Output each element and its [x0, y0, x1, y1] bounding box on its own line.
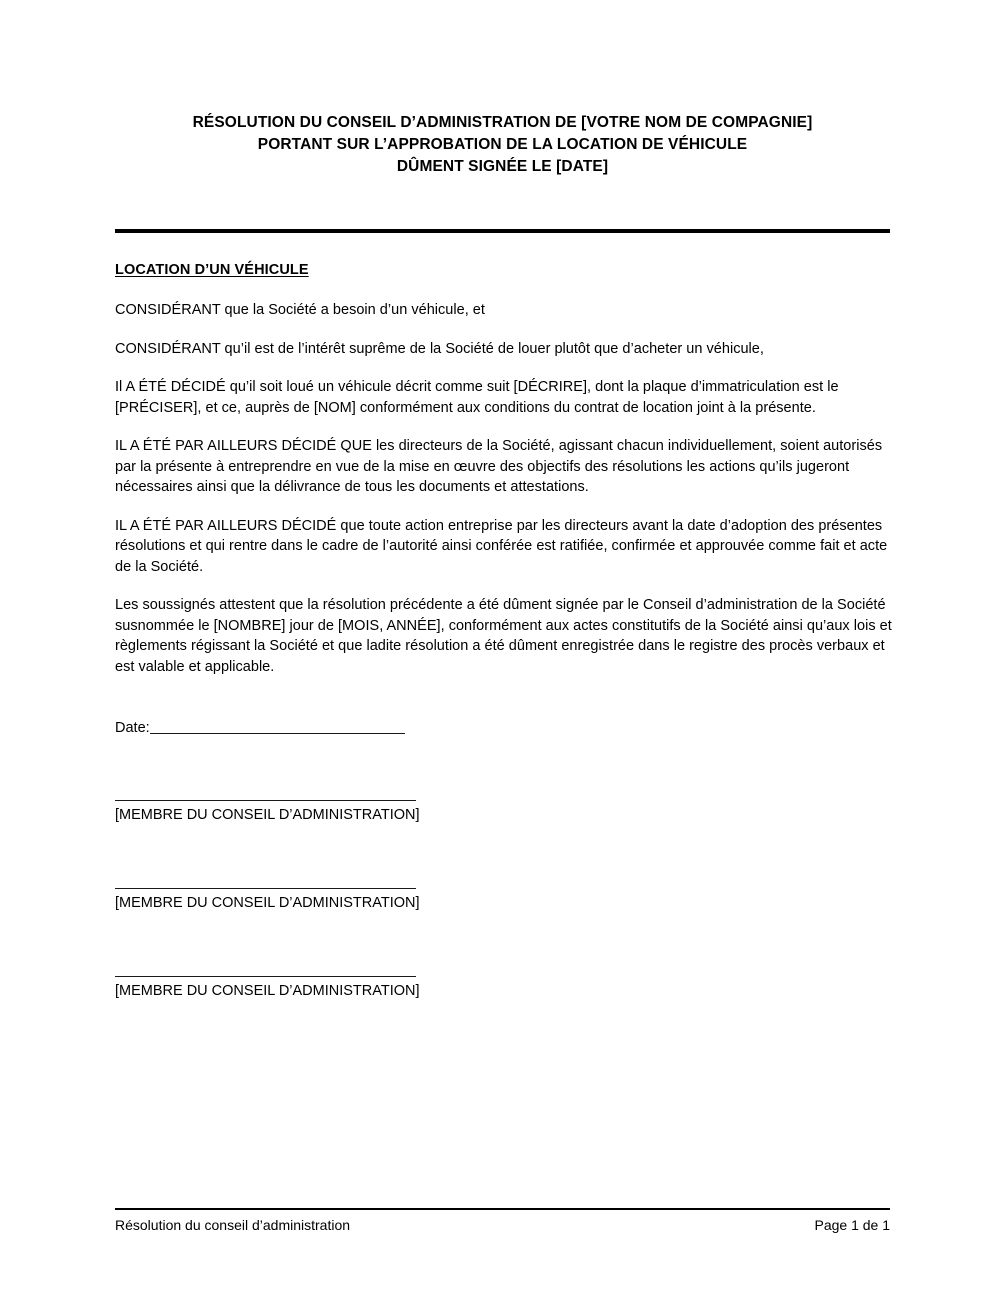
- title-line-1: RÉSOLUTION DU CONSEIL D’ADMINISTRATION DE [VOTRE NOM DE COMPAGNIE]: [192, 114, 813, 131]
- signature-line[interactable]: [115, 888, 416, 889]
- footer-divider: [115, 1208, 890, 1210]
- signature-line[interactable]: [115, 976, 416, 977]
- signature-line[interactable]: [115, 800, 416, 801]
- signature-block-2: [115, 888, 535, 913]
- section-heading: LOCATION D’UN VÉHICULE: [115, 262, 309, 278]
- date-field-row: [115, 718, 405, 738]
- paragraph-considerant-2: CONSIDÉRANT qu’il est de l’intérêt suprême de la Société de louer plutôt que d’acheter un véhicule,: [115, 340, 764, 357]
- paragraph-attestation: Les soussignés attestent que la résolution précédente a été dûment signée par le Conseil d’administration de la Société susnommée le [NOMBRE] jour de [MOIS, ANNÉE], conformément aux actes constitutifs de la Société ainsi qu’aux lois et règlements régissant la Société et que ladite résolution a été dûment enregistrée dans le registre des procès verbaux et est valable et applicable.: [115, 597, 892, 675]
- paragraph-considerant-1: CONSIDÉRANT que la Société a besoin d’un véhicule, et: [115, 302, 485, 318]
- signature-label: [MEMBRE DU CONSEIL D’ADMINISTRATION]: [115, 895, 420, 911]
- date-input-line[interactable]: [150, 719, 405, 734]
- signature-label: [MEMBRE DU CONSEIL D’ADMINISTRATION]: [115, 807, 420, 823]
- date-label: Date:: [115, 720, 150, 736]
- signature-block-3: [115, 976, 535, 1001]
- title-line-3: DÛMENT SIGNÉE LE [DATE]: [396, 158, 609, 175]
- title-line-2: PORTANT SUR L’APPROBATION DE LA LOCATION DE VÉHICULE: [257, 136, 748, 153]
- page-footer: [115, 1215, 890, 1235]
- paragraph-decide-3: IL A ÉTÉ PAR AILLEURS DÉCIDÉ que toute action entreprise par les directeurs avant la date d’adoption des présentes résolutions et qui rentre dans le cadre de l’autorité ainsi conférée est ratifiée, confirmée et approuvée comme fait et acte de la Société.: [115, 517, 888, 575]
- header-divider: [115, 229, 890, 233]
- signature-block-1: [115, 800, 535, 825]
- document-body: [115, 262, 897, 677]
- footer-page-number: Page 1 de 1: [814, 1217, 890, 1233]
- footer-document-name: Résolution du conseil d’administration: [115, 1217, 351, 1233]
- paragraph-decide-1: Il A ÉTÉ DÉCIDÉ qu’il soit loué un véhicule décrit comme suit [DÉCRIRE], dont la plaque d’immatriculation est le [PRÉCISER], et ce, auprès de [NOM] conformément aux conditions du contrat de location joint à la présente.: [115, 379, 839, 416]
- signature-label: [MEMBRE DU CONSEIL D’ADMINISTRATION]: [115, 983, 420, 999]
- document-title: [115, 112, 890, 178]
- paragraph-decide-2: IL A ÉTÉ PAR AILLEURS DÉCIDÉ QUE les directeurs de la Société, agissant chacun individuellement, soient autorisés par la présente à entreprendre en vue de la mise en œuvre des objectifs des résolutions les actions qu’ils jugeront nécessaires ainsi que la délivrance de tous les documents et attestations.: [115, 438, 883, 495]
